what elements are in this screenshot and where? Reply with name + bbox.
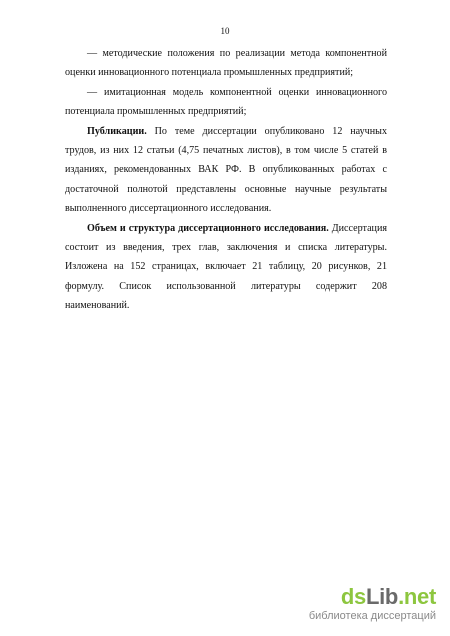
dslib-logo: dsLib.net bbox=[340, 584, 436, 609]
paragraph-publications bbox=[65, 122, 387, 219]
page-number: 10 bbox=[220, 26, 230, 36]
list-item-simulation-model bbox=[65, 83, 387, 122]
section-heading-volume-structure: Объем и структура диссертационного исследования. bbox=[87, 222, 329, 234]
document-body bbox=[65, 44, 387, 316]
paragraph-text: По теме диссертации опубликовано 12 научных трудов, из них 12 статьи (4,75 печатных листов), в том числе 5 статей в изданиях, рекомендованных ВАК РФ. В опубликованных работах с достаточной полнотой представлены основные научные результаты выполненного диссертационного исследования. bbox=[65, 125, 387, 215]
section-heading-publications: Публикации. bbox=[87, 125, 147, 137]
paragraph-text: Диссертация состоит из введения, трех глав, заключения и списка литературы. Изложена на 152 страницах, включает 21 таблицу, 20 рисунков, 21 формулу. Список использованной литературы содержит 208 наименований. bbox=[65, 222, 387, 312]
paragraph-text: — методические положения по реализации метода компонентной оценки инновационного потенциала промышленных предприятий; bbox=[65, 48, 387, 79]
dslib-subtitle: библиотека диссертаций bbox=[308, 610, 436, 622]
list-item-methodical-provisions bbox=[65, 44, 387, 83]
paragraph-volume-structure bbox=[65, 219, 387, 316]
paragraph-text: — имитационная модель компонентной оценки инновационного потенциала промышленных предприятий; bbox=[65, 86, 387, 118]
dslib-watermark bbox=[309, 586, 436, 623]
